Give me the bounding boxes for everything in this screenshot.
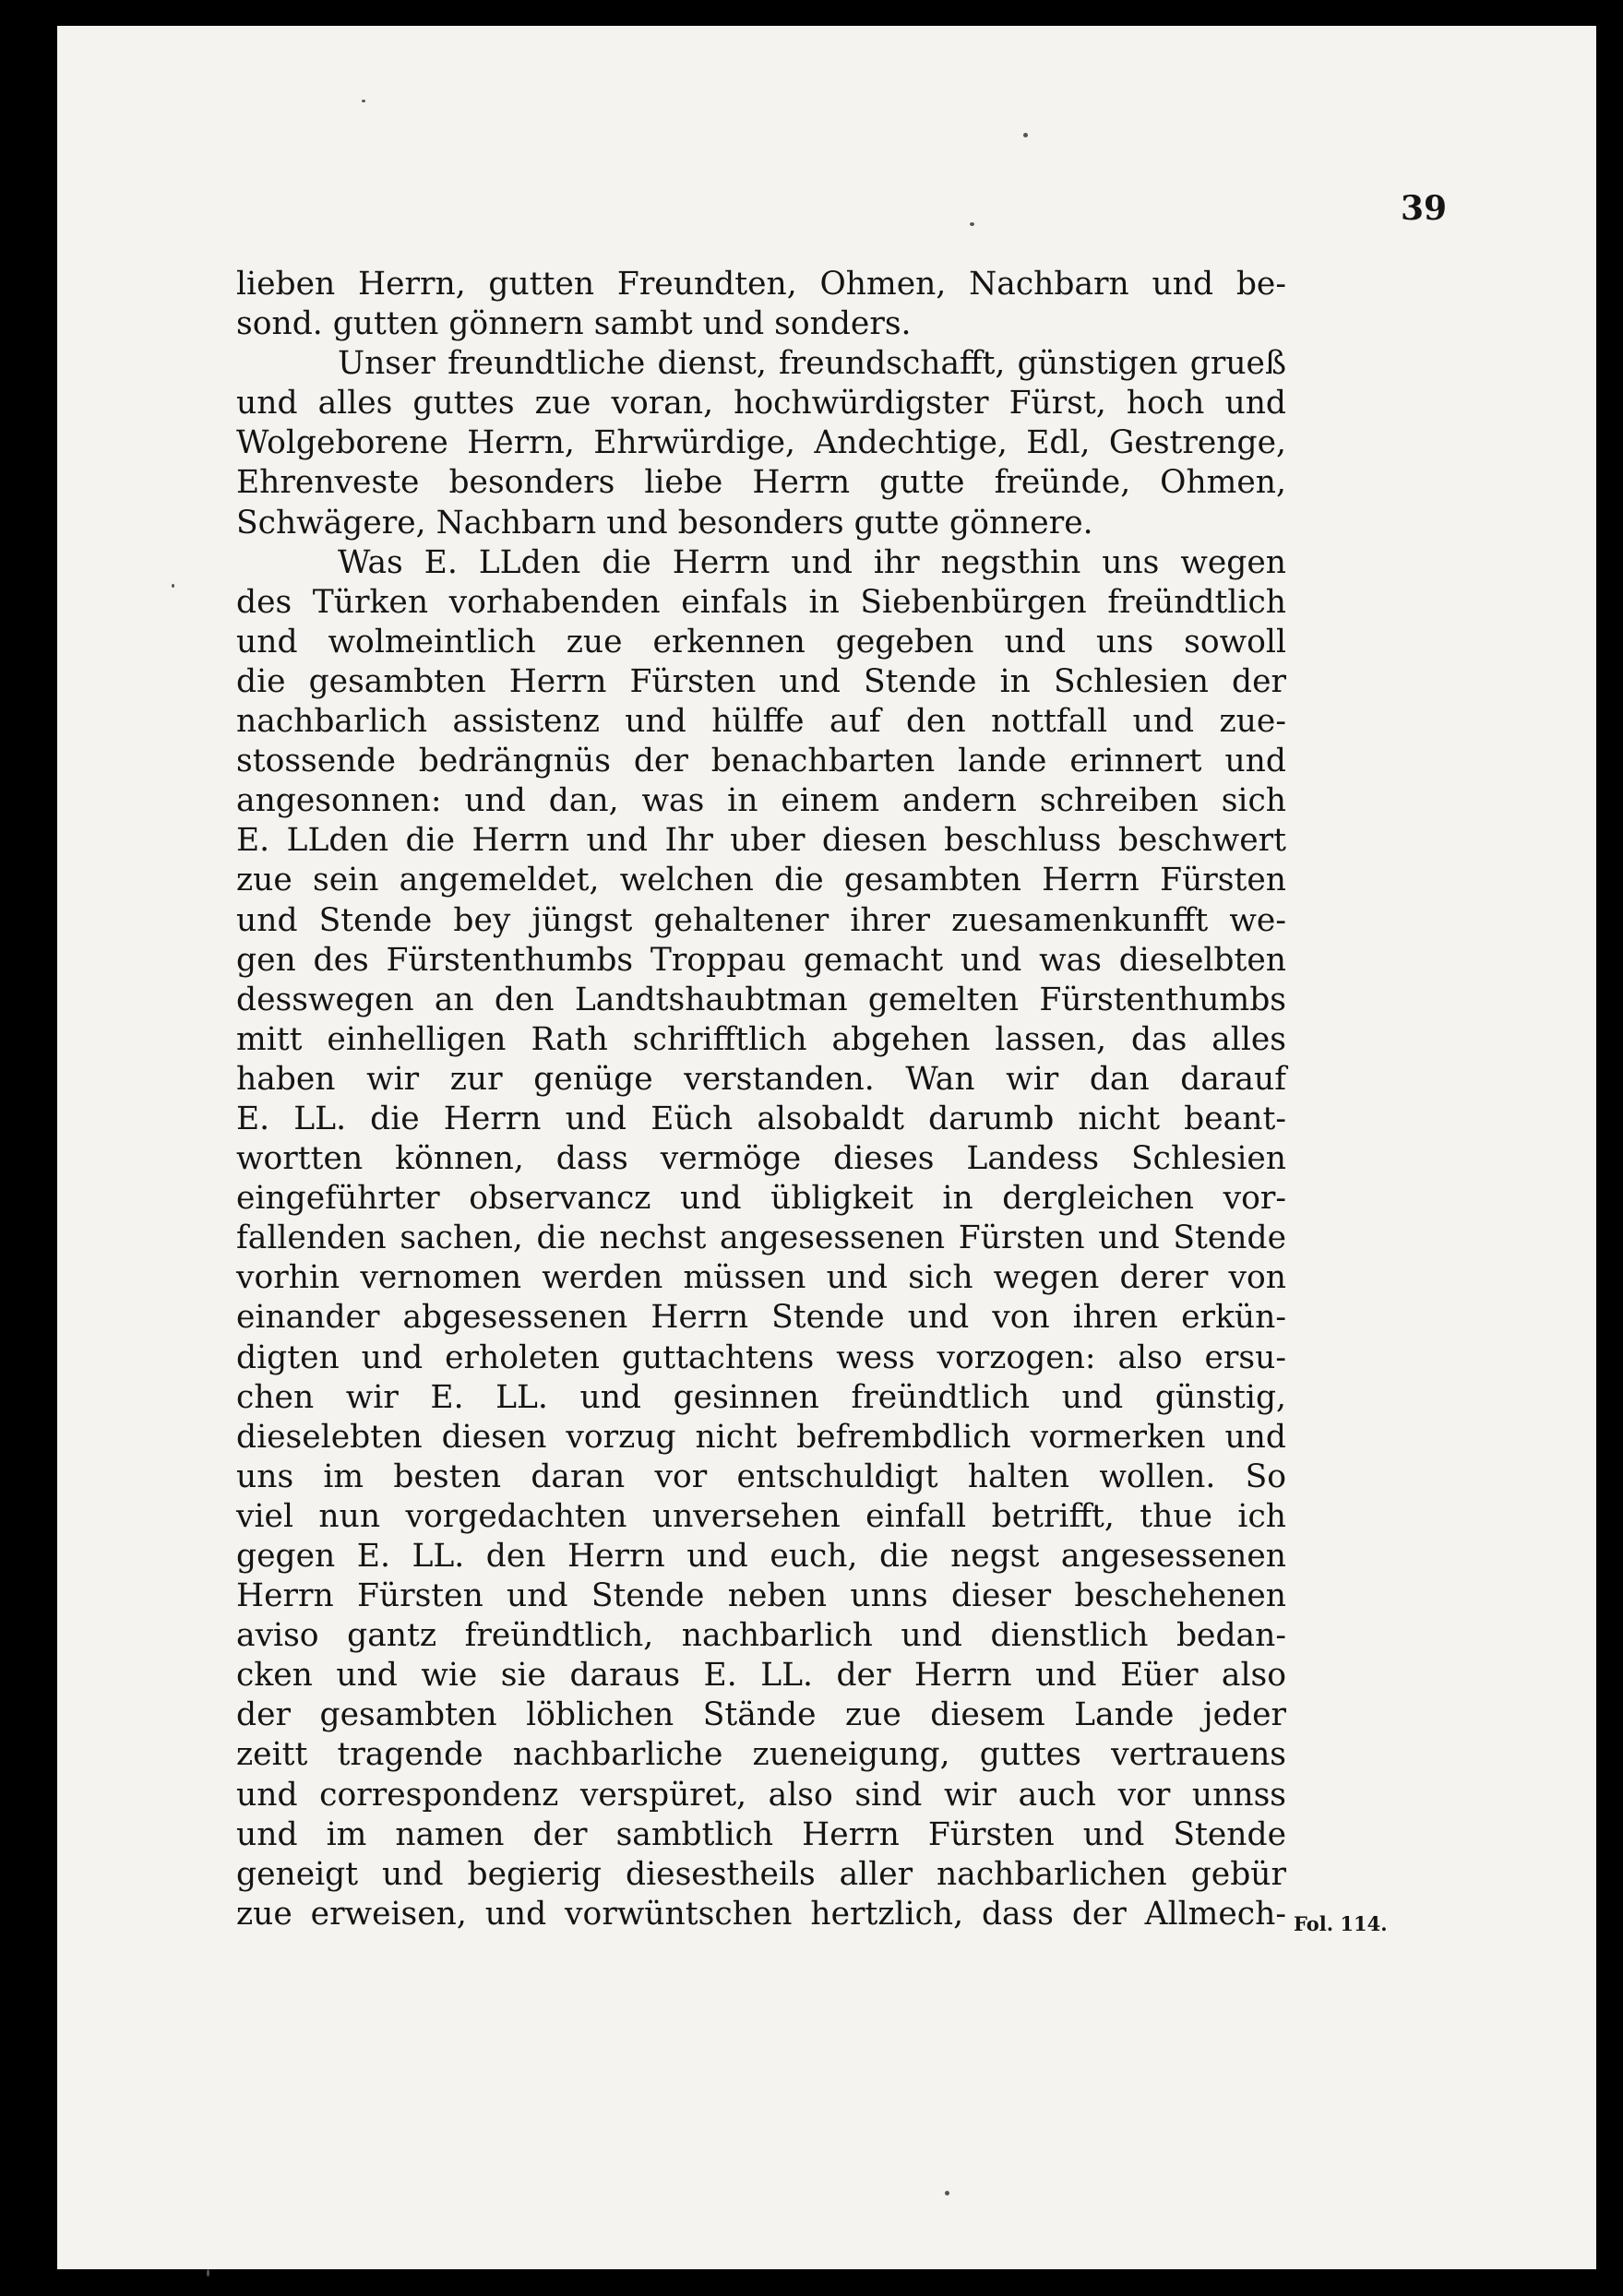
text-line: zeitt tragende nachbarliche zueneigung, guttes vertrauens xyxy=(236,1736,1286,1774)
text-line: Ehrenveste besonders liebe Herrn gutte freünde, Ohmen, xyxy=(236,464,1286,502)
dust-speck xyxy=(172,584,174,588)
text-line: aviso gantz freündtlich, nachbarlich und dienstlich bedan- xyxy=(236,1617,1286,1655)
text-line: Schwägere, Nachbarn und besonders gutte gönnere. xyxy=(236,504,1093,541)
text-line: eingeführter observancz und übligkeit in dergleichen vor- xyxy=(236,1180,1286,1218)
text-line: geneigt und begierig diesestheils aller nachbarlichen gebür xyxy=(236,1855,1286,1893)
text-line: angesonnen: und dan, was in einem andern schreiben sich xyxy=(236,782,1286,820)
text-line: Unser freundtliche dienst, freundschafft, günstigen grueß xyxy=(338,345,1286,383)
text-line: gegen E. LL. den Herrn und euch, die negst angesessenen xyxy=(236,1538,1286,1575)
text-line: Wolgeborene Herrn, Ehrwürdige, Andechtige, Edl, Gestrenge, xyxy=(236,424,1286,462)
text-line: die gesambten Herrn Fürsten und Stende in Schlesien der xyxy=(236,662,1286,700)
text-line: digten und erholeten guttachtens wess vorzogen: also ersu- xyxy=(236,1338,1286,1376)
text-line: fallenden sachen, die nechst angesessenen Fürsten und Stende xyxy=(236,1219,1286,1257)
text-line: desswegen an den Landtshaubtman gemelten Fürstenthumbs xyxy=(236,981,1286,1018)
text-line: und wolmeintlich zue erkennen gegeben und uns sowoll xyxy=(236,623,1286,660)
text-line: nachbarlich assistenz und hülffe auf den nottfall und zue- xyxy=(236,703,1286,741)
text-line: cken und wie sie daraus E. LL. der Herrn und Eüer also xyxy=(236,1657,1286,1695)
text-line: viel nun vorgedachten unversehen einfall betrifft, thue ich xyxy=(236,1497,1286,1535)
text-line: wortten können, dass vermöge dieses Landess Schlesien xyxy=(236,1140,1286,1178)
text-line: uns im besten daran vor entschuldigt halten wollen. So xyxy=(236,1457,1286,1495)
text-line: mitt einhelligen Rath schrifftlich abgehen lassen, das alles xyxy=(236,1020,1286,1058)
text-line: zue erweisen, und vorwüntschen hertzlich, dass der Allmech- xyxy=(236,1895,1286,1933)
text-line: der gesambten löblichen Stände zue diesem Lande jeder xyxy=(236,1696,1286,1734)
text-line: dieselebten diesen vorzug nicht befrembdlich vormerken und xyxy=(236,1418,1286,1456)
text-line: sond. gutten gönnern sambt und sonders. xyxy=(236,305,912,343)
letter-body xyxy=(236,265,1286,1934)
text-line: gen des Fürstenthumbs Troppau gemacht und was dieselbten xyxy=(236,941,1286,979)
text-line: und im namen der sambtlich Herrn Fürsten und Stende xyxy=(236,1815,1286,1853)
text-line: Herrn Fürsten und Stende neben unns dieser beschehenen xyxy=(236,1577,1286,1615)
dust-speck xyxy=(207,2269,209,2277)
text-line: Was E. LLden die Herrn und ihr negsthin uns wegen xyxy=(338,543,1286,581)
text-line: einander abgesessenen Herrn Stende und von ihren erkün- xyxy=(236,1299,1286,1337)
dust-speck xyxy=(945,2191,949,2195)
dust-speck xyxy=(362,100,365,102)
text-line: E. LLden die Herrn und Ihr uber diesen beschluss beschwert xyxy=(236,822,1286,860)
text-line: und alles guttes zue voran, hochwürdigster Fürst, hoch und xyxy=(236,385,1286,422)
text-line: und Stende bey jüngst gehaltener ihrer zuesamenkunfft we- xyxy=(236,901,1286,939)
text-line: E. LL. die Herrn und Eüch alsobaldt darumb nicht beant- xyxy=(236,1100,1286,1137)
text-line: und correspondenz verspüret, also sind wir auch vor unnss xyxy=(236,1776,1286,1814)
page-number: 39 xyxy=(1401,189,1448,228)
text-line: chen wir E. LL. und gesinnen freündtlich und günstig, xyxy=(236,1378,1286,1416)
dust-speck xyxy=(1023,133,1028,137)
text-line: vorhin vernomen werden müssen und sich wegen derer von xyxy=(236,1259,1286,1297)
text-line: lieben Herrn, gutten Freundten, Ohmen, Nachbarn und be- xyxy=(236,266,1286,303)
text-line: haben wir zur genüge verstanden. Wan wir dan darauf xyxy=(236,1060,1286,1098)
text-line: des Türken vorhabenden einfals in Siebenbürgen freündtlich xyxy=(236,583,1286,621)
text-line: zue sein angemeldet, welchen die gesambten Herrn Fürsten xyxy=(236,862,1286,899)
dust-speck xyxy=(970,222,974,226)
folio-margin-note: Fol. 114. xyxy=(1294,1912,1388,1935)
text-line: stossende bedrängnüs der benachbarten lande erinnert und xyxy=(236,743,1286,780)
